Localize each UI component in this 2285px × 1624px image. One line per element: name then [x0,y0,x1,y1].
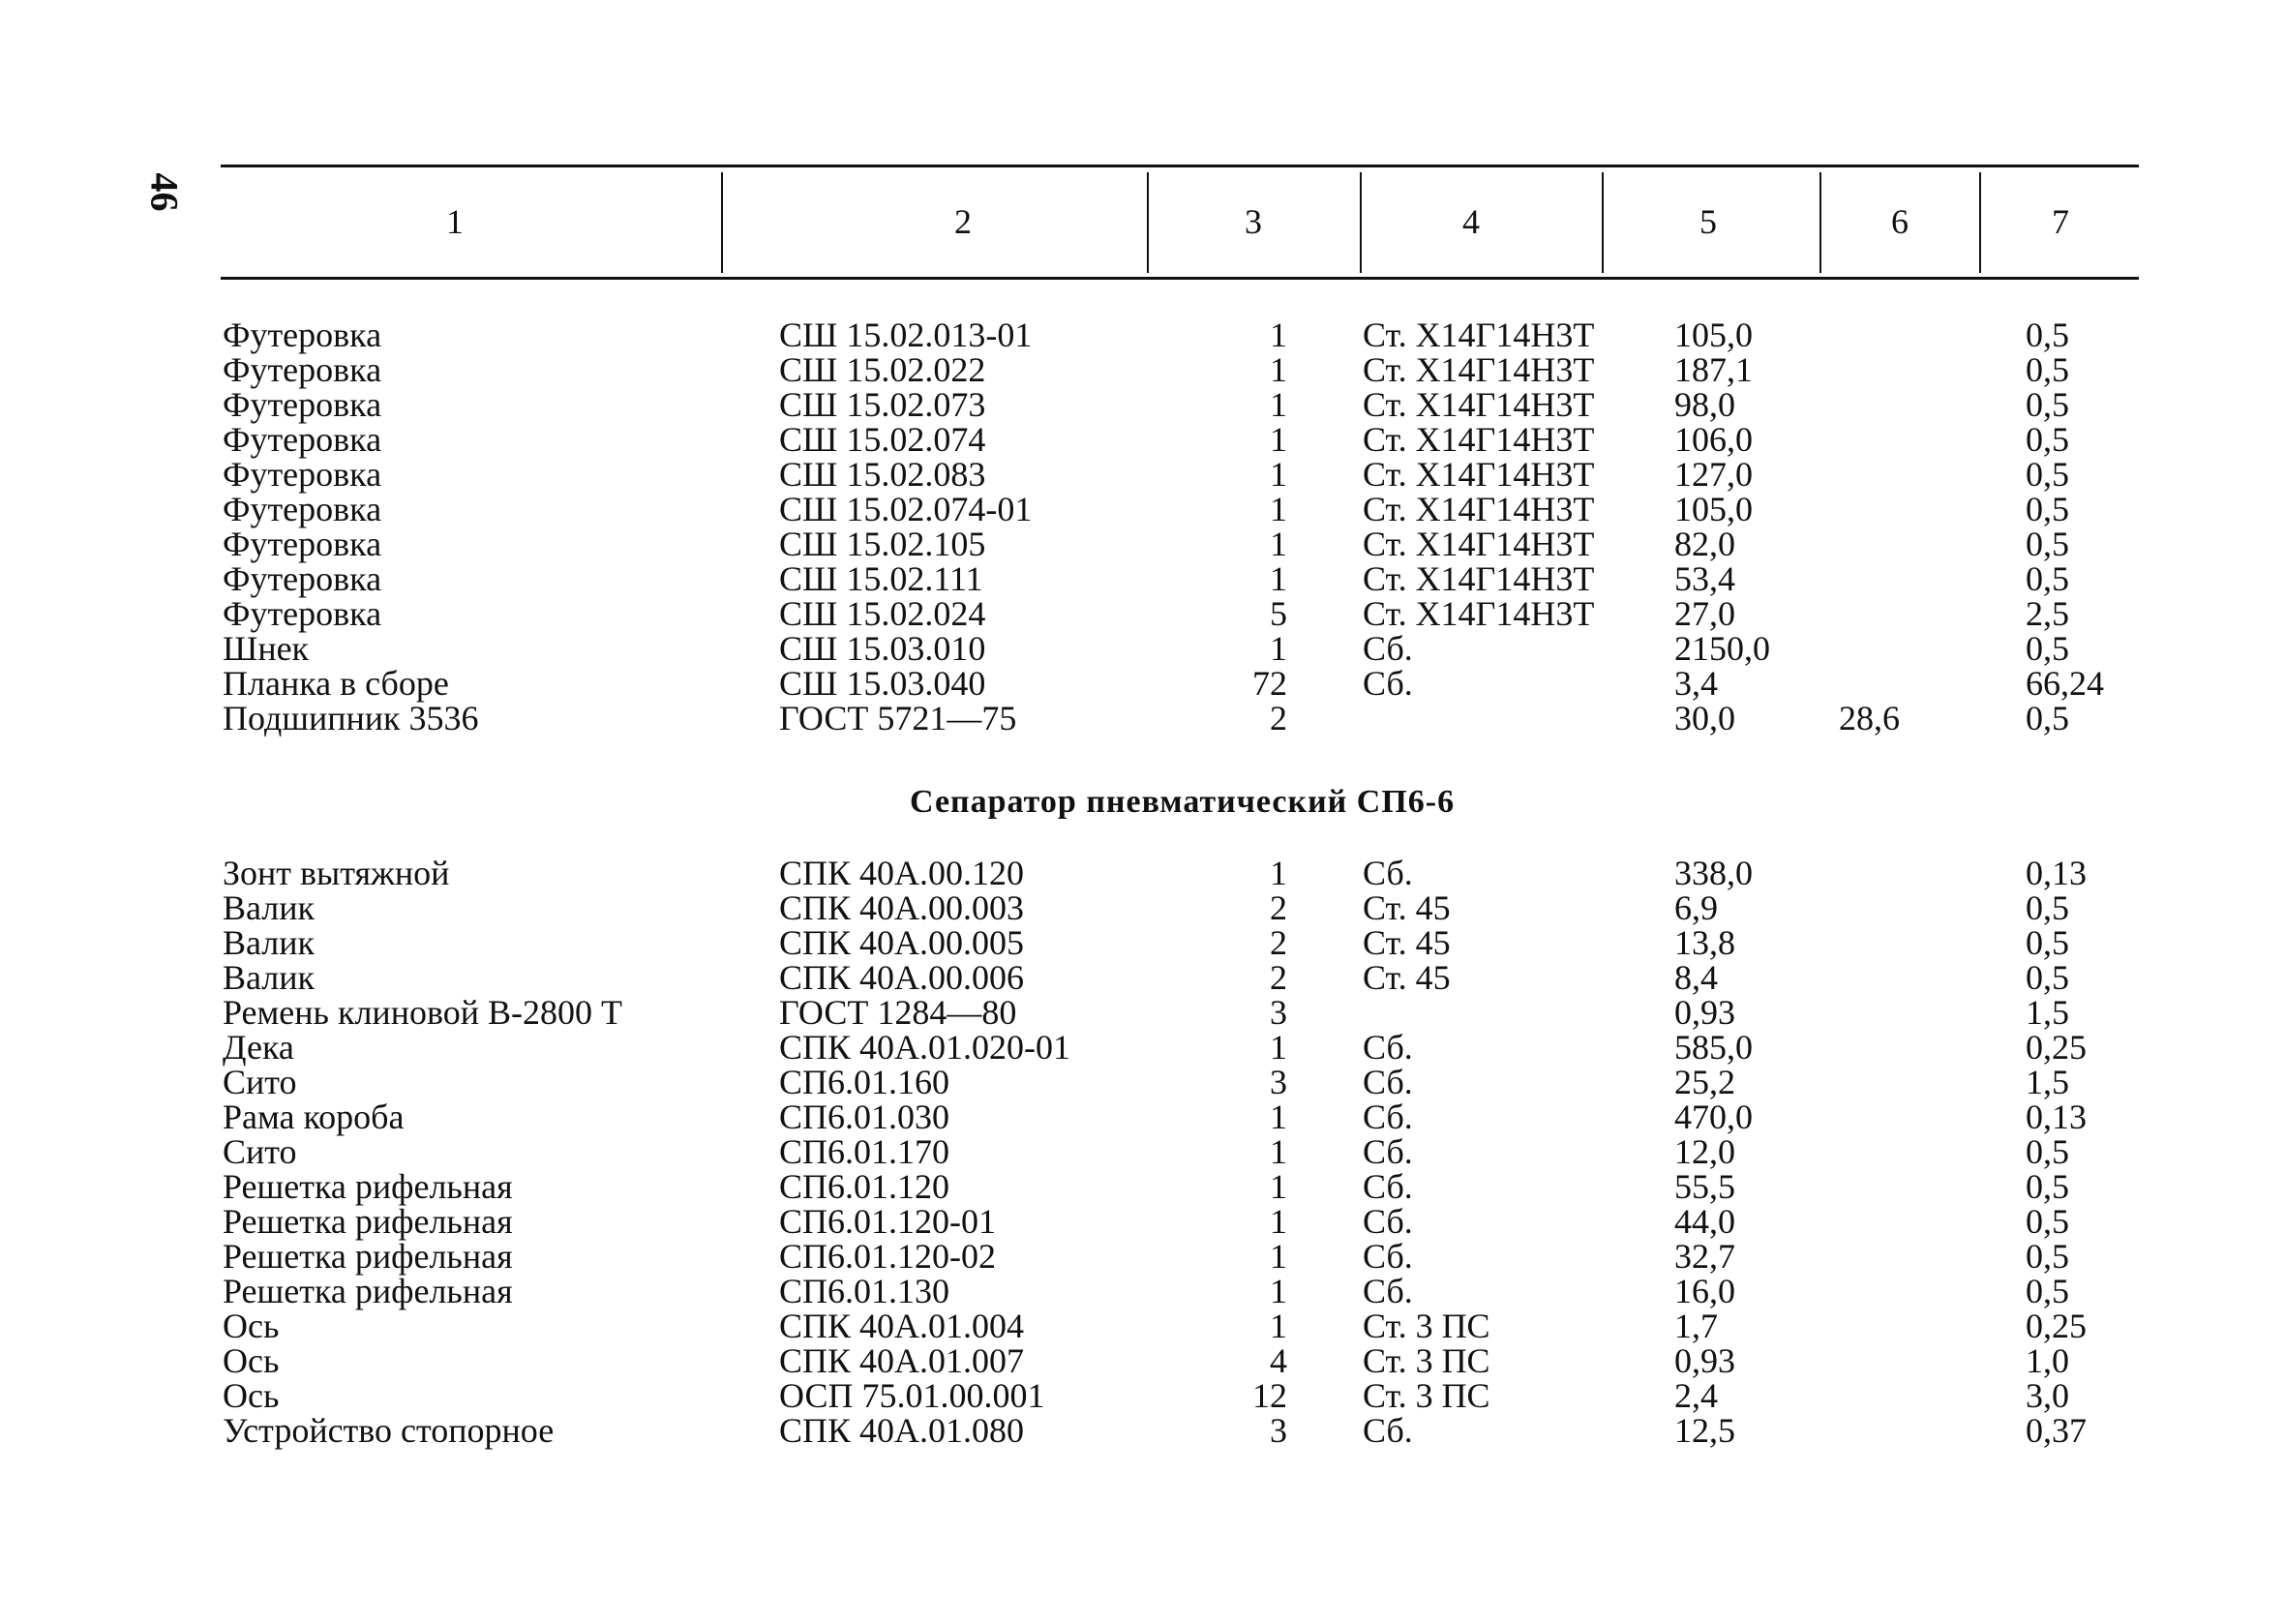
item-material: Сб. [1363,1167,1413,1206]
column-separator [1819,172,1821,273]
page-number: 46 [142,172,187,212]
item-mass: 106,0 [1674,420,1753,459]
item-quantity: 1 [1270,1132,1287,1171]
table-row [0,1099,2285,1134]
item-name: Футеровка [223,559,382,598]
item-name: Сито [223,1063,297,1101]
table-row [0,457,2285,492]
item-mass: 2150,0 [1674,629,1770,668]
item-value: 0,25 [2026,1028,2087,1067]
table-row [0,1169,2285,1204]
table-row [0,890,2285,925]
column-header-2: 2 [954,202,972,241]
table-header-bottom-rule [221,277,2139,280]
item-material: Ст. 45 [1363,888,1451,927]
item-mass: 12,0 [1674,1132,1735,1171]
item-quantity: 1 [1270,316,1287,354]
item-name: Решетка рифельная [223,1272,513,1310]
item-mass: 127,0 [1674,455,1753,494]
item-mass: 470,0 [1674,1098,1753,1136]
item-value: 3,0 [2026,1376,2069,1415]
item-material: Ст. 3 ПС [1363,1341,1490,1380]
item-material: Ст. Х14Г14Н3Т [1363,316,1595,354]
item-quantity: 1 [1270,385,1287,424]
item-name: Решетка рифельная [223,1237,513,1276]
table-row [0,1413,2285,1448]
item-designation: СП6.01.170 [779,1132,950,1171]
item-material: Ст. 3 ПС [1363,1307,1490,1345]
item-value: 0,25 [2026,1307,2087,1345]
item-mass: 25,2 [1674,1063,1735,1101]
column-separator [1360,172,1362,273]
item-mass: 27,0 [1674,594,1735,633]
item-designation: СШ 15.02.073 [779,385,986,424]
item-mass: 338,0 [1674,854,1753,892]
item-material: Сб. [1363,1132,1413,1171]
item-mass: 13,8 [1674,923,1735,962]
item-name: Футеровка [223,490,382,528]
item-mass: 3,4 [1674,664,1718,703]
item-mass: 2,4 [1674,1376,1718,1415]
item-quantity: 3 [1270,1411,1287,1450]
item-value: 0,5 [2026,385,2069,424]
item-material: Сб. [1363,1272,1413,1310]
item-value: 0,5 [2026,1272,2069,1310]
item-quantity: 2 [1270,958,1287,997]
column-header-6: 6 [1891,202,1909,241]
item-mass: 82,0 [1674,525,1735,563]
item-value: 0,5 [2026,455,2069,494]
item-designation: СПК 40А.01.080 [779,1411,1025,1450]
item-quantity: 4 [1270,1341,1287,1380]
table-top-rule [221,165,2139,167]
item-name: Ремень клиновой В-2800 Т [223,993,622,1032]
item-value: 0,13 [2026,1098,2087,1136]
item-mass: 187,1 [1674,350,1753,389]
item-designation: ГОСТ 1284—80 [779,993,1017,1032]
item-designation: СШ 15.03.010 [779,629,986,668]
item-name: Валик [223,923,316,962]
item-quantity: 12 [1252,1376,1287,1415]
item-mass: 585,0 [1674,1028,1753,1067]
item-material: Ст. Х14Г14Н3Т [1363,594,1595,633]
item-material: Ст. Х14Г14Н3Т [1363,420,1595,459]
table-row [0,1308,2285,1343]
item-mass: 12,5 [1674,1411,1735,1450]
item-designation: СШ 15.02.074 [779,420,986,459]
item-value: 0,5 [2026,923,2069,962]
item-value: 2,5 [2026,594,2069,633]
table-row [0,925,2285,960]
item-mass: 1,7 [1674,1307,1718,1345]
item-designation: СШ 15.02.111 [779,559,983,598]
table-row [0,1030,2285,1065]
item-value: 0,5 [2026,420,2069,459]
item-material: Сб. [1363,1237,1413,1276]
item-material: Сб. [1363,1411,1413,1450]
item-quantity: 1 [1270,1202,1287,1241]
item-value: 0,5 [2026,350,2069,389]
item-designation: СП6.01.030 [779,1098,950,1136]
item-name: Ось [223,1376,280,1415]
item-designation: СШ 15.02.022 [779,350,986,389]
item-mass: 98,0 [1674,385,1735,424]
item-quantity: 3 [1270,993,1287,1032]
item-designation: СШ 15.02.024 [779,594,986,633]
item-value: 1,0 [2026,1341,2069,1380]
table-row [0,596,2285,631]
item-quantity: 1 [1270,455,1287,494]
column-header-3: 3 [1245,202,1262,241]
item-name: Планка в сборе [223,664,449,703]
item-quantity: 3 [1270,1063,1287,1101]
item-material: Ст. Х14Г14Н3Т [1363,350,1595,389]
table-row [0,1274,2285,1308]
item-material: Сб. [1363,1063,1413,1101]
item-value: 0,5 [2026,629,2069,668]
item-material: Ст. 45 [1363,923,1451,962]
table-row [0,526,2285,561]
column-header-5: 5 [1699,202,1717,241]
item-value: 0,5 [2026,525,2069,563]
item-value: 0,5 [2026,490,2069,528]
item-value: 0,37 [2026,1411,2087,1450]
item-name: Валик [223,958,316,997]
item-value: 0,5 [2026,699,2069,737]
table-row [0,856,2285,890]
item-name: Дека [223,1028,294,1067]
item-designation: СШ 15.02.013-01 [779,316,1033,354]
item-mass: 55,5 [1674,1167,1735,1206]
column-separator [1602,172,1604,273]
item-quantity: 1 [1270,350,1287,389]
item-quantity: 1 [1270,1307,1287,1345]
item-name: Ось [223,1307,280,1345]
item-material: Ст. Х14Г14Н3Т [1363,525,1595,563]
table-row [0,1378,2285,1413]
table-row [0,387,2285,422]
table-row [0,1134,2285,1169]
item-designation: СШ 15.02.105 [779,525,986,563]
item-quantity: 2 [1270,699,1287,737]
column-header-7: 7 [2052,202,2069,241]
item-material: Ст. Х14Г14Н3Т [1363,490,1595,528]
table-row [0,1343,2285,1378]
column-header-1: 1 [446,202,464,241]
item-material: Ст. 45 [1363,958,1451,997]
item-designation: ОСП 75.01.00.001 [779,1376,1045,1415]
item-name: Футеровка [223,316,382,354]
item-name: Сито [223,1132,297,1171]
item-designation: СШ 15.03.040 [779,664,986,703]
item-value: 0,5 [2026,559,2069,598]
table-row [0,631,2285,666]
item-quantity: 1 [1270,490,1287,528]
column-separator [1979,172,1981,273]
item-value: 0,5 [2026,1132,2069,1171]
item-designation: СПК 40А.01.020-01 [779,1028,1071,1067]
item-mass: 30,0 [1674,699,1735,737]
item-quantity: 1 [1270,1167,1287,1206]
item-value: 0,5 [2026,958,2069,997]
item-designation: ГОСТ 5721—75 [779,699,1017,737]
table-row [0,492,2285,526]
item-quantity: 1 [1270,854,1287,892]
item-quantity: 1 [1270,1098,1287,1136]
item-designation: СП6.01.120 [779,1167,950,1206]
item-mass: 8,4 [1674,958,1718,997]
item-designation: СШ 15.02.083 [779,455,986,494]
item-material: Ст. Х14Г14Н3Т [1363,455,1595,494]
section-title: Сепаратор пневматический СП6-6 [910,784,1456,820]
item-extra: 28,6 [1839,699,1900,737]
item-value: 0,5 [2026,888,2069,927]
item-quantity: 1 [1270,420,1287,459]
item-quantity: 72 [1252,664,1287,703]
item-quantity: 1 [1270,1272,1287,1310]
item-quantity: 5 [1270,594,1287,633]
item-value: 1,5 [2026,1063,2069,1101]
item-value: 0,5 [2026,1202,2069,1241]
item-mass: 6,9 [1674,888,1718,927]
item-material: Сб. [1363,1202,1413,1241]
item-mass: 32,7 [1674,1237,1735,1276]
item-quantity: 1 [1270,559,1287,598]
item-name: Зонт вытяжной [223,854,450,892]
item-quantity: 1 [1270,629,1287,668]
item-mass: 44,0 [1674,1202,1735,1241]
item-designation: СПК 40А.01.007 [779,1341,1025,1380]
table-row [0,701,2285,736]
item-mass: 0,93 [1674,993,1735,1032]
table-row [0,666,2285,701]
table-row [0,995,2285,1030]
item-name: Рама короба [223,1098,405,1136]
item-material: Ст. Х14Г14Н3Т [1363,559,1595,598]
item-name: Футеровка [223,525,382,563]
item-name: Устройство стопорное [223,1411,555,1450]
item-material: Ст. 3 ПС [1363,1376,1490,1415]
item-value: 1,5 [2026,993,2069,1032]
item-name: Футеровка [223,594,382,633]
column-header-4: 4 [1462,202,1480,241]
item-designation: СПК 40А.00.003 [779,888,1025,927]
table-row [0,1065,2285,1099]
item-designation: СПК 40А.00.120 [779,854,1025,892]
column-separator [1147,172,1149,273]
item-material: Сб. [1363,664,1413,703]
item-designation: СПК 40А.00.006 [779,958,1025,997]
item-name: Футеровка [223,455,382,494]
item-material: Сб. [1363,854,1413,892]
table-row [0,960,2285,995]
item-quantity: 2 [1270,923,1287,962]
item-designation: СП6.01.160 [779,1063,950,1101]
item-name: Футеровка [223,385,382,424]
item-mass: 105,0 [1674,316,1753,354]
item-designation: СШ 15.02.074-01 [779,490,1033,528]
item-name: Ось [223,1341,280,1380]
column-separator [721,172,723,273]
item-material: Сб. [1363,1028,1413,1067]
item-name: Решетка рифельная [223,1167,513,1206]
item-value: 0,5 [2026,1237,2069,1276]
item-name: Решетка рифельная [223,1202,513,1241]
table-row [0,422,2285,457]
item-name: Шнек [223,629,310,668]
item-designation: СП6.01.120-02 [779,1237,996,1276]
item-name: Футеровка [223,420,382,459]
table-row [0,317,2285,352]
item-value: 66,24 [2026,664,2104,703]
item-mass: 0,93 [1674,1341,1735,1380]
table-row [0,352,2285,387]
item-designation: СПК 40А.01.004 [779,1307,1025,1345]
item-value: 0,5 [2026,1167,2069,1206]
table-row [0,1239,2285,1274]
item-material: Сб. [1363,629,1413,668]
item-designation: СП6.01.130 [779,1272,950,1310]
item-value: 0,5 [2026,316,2069,354]
item-name: Валик [223,888,316,927]
item-quantity: 1 [1270,1237,1287,1276]
item-mass: 53,4 [1674,559,1735,598]
item-designation: СП6.01.120-01 [779,1202,996,1241]
item-name: Подшипник 3536 [223,699,479,737]
item-mass: 105,0 [1674,490,1753,528]
item-name: Футеровка [223,350,382,389]
item-quantity: 2 [1270,888,1287,927]
item-designation: СПК 40А.00.005 [779,923,1025,962]
item-material: Сб. [1363,1098,1413,1136]
item-value: 0,13 [2026,854,2087,892]
table-row [0,561,2285,596]
item-quantity: 1 [1270,1028,1287,1067]
item-quantity: 1 [1270,525,1287,563]
item-material: Ст. Х14Г14Н3Т [1363,385,1595,424]
table-row [0,1204,2285,1239]
item-mass: 16,0 [1674,1272,1735,1310]
